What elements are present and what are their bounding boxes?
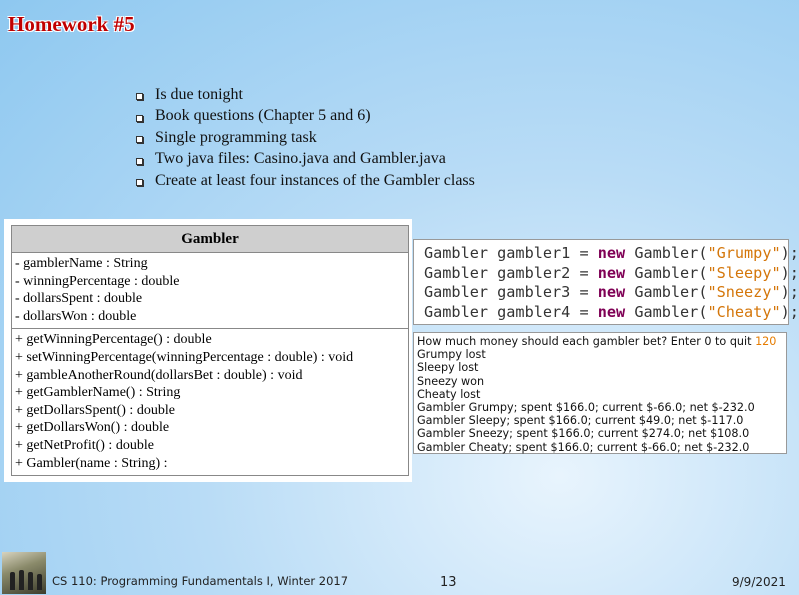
console-line: Gambler Cheaty; spent $166.0; current $-66.0; net $-232.0 [417, 440, 750, 454]
square-bullet-icon [136, 158, 143, 165]
code-string: "Sleepy" [707, 263, 781, 282]
code-line [424, 283, 799, 303]
console-prompt-line [417, 335, 786, 348]
bullet-item [136, 170, 475, 192]
uml-method: + getWinningPercentage() : double [15, 332, 212, 348]
bullet-text: Book questions (Chapter 5 and 6) [155, 107, 371, 125]
bullet-list [136, 84, 475, 192]
photo-figure [37, 574, 42, 590]
code-string: "Cheaty" [707, 302, 781, 321]
code-line [424, 263, 799, 284]
slide-title: Homework #5 [8, 12, 135, 36]
code-declaration: Gambler gambler1 = [424, 244, 598, 262]
square-bullet-icon [136, 136, 143, 143]
code-end: ); [780, 283, 799, 301]
code-string: "Sneezy" [707, 283, 781, 301]
uml-field: - dollarsWon : double [15, 308, 137, 324]
bullet-text: Is due tonight [155, 85, 243, 103]
uml-method: + setWinningPercentage(winningPercentage : double) : void [15, 349, 354, 365]
code-string: "Grumpy" [707, 244, 781, 262]
photo-figure [19, 570, 24, 590]
console-line: Gambler Grumpy; spent $166.0; current $-66.0; net $-232.0 [417, 400, 755, 414]
console-line: Sneezy won [417, 374, 485, 388]
bullet-item [136, 149, 475, 171]
page-number: 13 [440, 575, 457, 590]
bullet-item [136, 127, 475, 149]
code-end: ); [780, 244, 799, 262]
uml-field: - dollarsSpent : double [15, 291, 143, 307]
bullet-text: Two java files: Casino.java and Gambler.java [155, 150, 446, 168]
console-line: Cheaty lost [417, 387, 481, 401]
code-constructor: Gambler( [625, 302, 708, 321]
code-constructor: Gambler( [625, 283, 708, 301]
uml-fields [12, 253, 408, 329]
code-end: ); [780, 302, 799, 321]
photo-figure [10, 572, 15, 590]
code-line [424, 244, 799, 264]
uml-class-name: Gambler [12, 226, 408, 253]
code-keyword: new [597, 283, 626, 301]
bullet-item [136, 106, 475, 128]
photo-figure [28, 572, 33, 590]
code-declaration: Gambler gambler3 = [424, 283, 598, 301]
footer-photo [2, 552, 46, 594]
code-line [424, 302, 799, 323]
console-input: 120 [755, 335, 777, 348]
uml-field: - winningPercentage : double [15, 273, 180, 289]
uml-method: + getDollarsWon() : double [15, 420, 170, 436]
code-keyword: new [597, 302, 626, 321]
footer-course: CS 110: Programming Fundamentals I, Winter 2017 [52, 574, 349, 588]
console-prompt: How much money should each gambler bet? Enter 0 to quit [417, 335, 756, 348]
code-declaration: Gambler gambler4 = [424, 302, 598, 321]
code-constructor: Gambler( [625, 263, 708, 282]
uml-field: - gamblerName : String [15, 256, 148, 271]
code-declaration: Gambler gambler2 = [424, 263, 598, 282]
console-line: Sleepy lost [417, 361, 479, 375]
console-line: Gambler Sneezy; spent $166.0; current $274.0; net $108.0 [417, 427, 750, 441]
square-bullet-icon [136, 179, 143, 186]
bullet-item [136, 84, 475, 106]
console-line: Grumpy lost [417, 348, 486, 362]
uml-method: + getNetProfit() : double [15, 437, 154, 453]
uml-class-box [11, 225, 409, 476]
console-line: Gambler Sleepy; spent $166.0; current $49.0; net $-117.0 [417, 414, 744, 428]
uml-method: + getDollarsSpent() : double [15, 402, 175, 418]
square-bullet-icon [136, 115, 143, 122]
square-bullet-icon [136, 93, 143, 100]
uml-class-diagram [4, 219, 412, 482]
code-end: ); [780, 263, 799, 282]
code-keyword: new [597, 244, 626, 262]
console-output [413, 332, 787, 454]
uml-method: + gambleAnotherRound(dollarsBet : double) : void [15, 367, 303, 383]
bullet-text: Single programming task [155, 128, 317, 146]
code-keyword: new [597, 263, 626, 282]
uml-methods [12, 329, 408, 475]
footer-date: 9/9/2021 [732, 575, 786, 589]
uml-method: + getGamblerName() : String [15, 385, 181, 401]
code-snippet [413, 239, 799, 325]
uml-method: + Gambler(name : String) : [15, 455, 168, 471]
bullet-text: Create at least four instances of the Gambler class [155, 171, 475, 189]
code-constructor: Gambler( [625, 244, 708, 262]
